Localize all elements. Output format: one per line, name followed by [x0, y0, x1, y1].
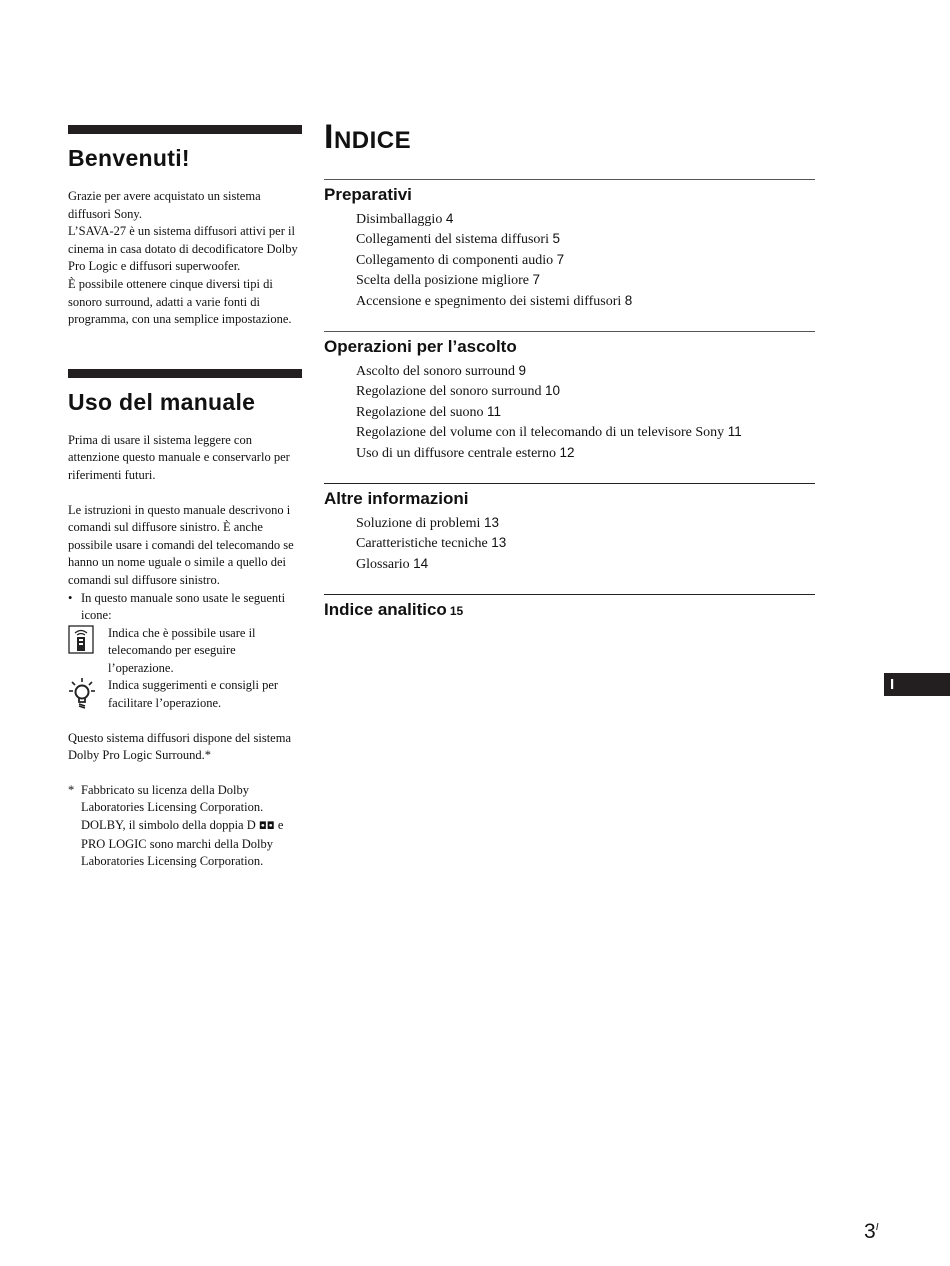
entry-page: 8: [624, 292, 633, 308]
entry-text: Collegamenti del sistema diffusori: [356, 232, 549, 248]
index-entries: [356, 513, 815, 574]
lightbulb-icon: [68, 677, 108, 711]
entry-text: Regolazione del volume con il telecomando di un televisore Sony: [356, 425, 725, 441]
index-entry[interactable]: [356, 554, 815, 574]
bullet-item: [68, 590, 302, 625]
remote-icon-text: Indica che è possibile usare il telecomando per eseguire l’operazione.: [108, 625, 256, 675]
divider: [324, 331, 815, 332]
footnote-text: Fabbricato su licenza della Dolby Laboratories Licensing Corporation. DOLBY, il simbolo della doppia D: [81, 782, 264, 833]
tip-icon-text: Indica suggerimenti e consigli per facilitare l’operazione.: [108, 678, 279, 711]
manual-paragraph: Le istruzioni in questo manuale descrivono i comandi sul diffusore sinistro. È anche possibile usare i comandi del telecomando se hanno un nome uguale o simile a quello dei comandi sul diffusore sinistro.: [68, 502, 294, 587]
analitico-title: Indice analitico: [324, 600, 447, 620]
index-entry[interactable]: [356, 250, 815, 270]
page-number-suffix: I: [875, 1222, 879, 1233]
entry-page: 7: [556, 251, 565, 267]
index-entry[interactable]: [356, 209, 815, 229]
index-entry[interactable]: [356, 270, 815, 290]
entry-page: 5: [552, 231, 561, 247]
index-entry[interactable]: [356, 402, 815, 422]
index-entry[interactable]: [356, 422, 815, 442]
entry-text: Accensione e spegnimento dei sistemi diffusori: [356, 293, 622, 309]
manual-paragraph: Questo sistema diffusori dispone del sistema Dolby Pro Logic Surround.*: [68, 730, 292, 763]
footnote: [68, 782, 302, 871]
manual-paragraph: Prima di usare il sistema leggere con attenzione questo manuale e conservarlo per riferimenti futuri.: [68, 432, 290, 482]
dolby-symbol: ◘◘: [258, 821, 275, 833]
bullet-mark: •: [68, 590, 73, 605]
entry-page: 14: [413, 555, 429, 571]
index-entries: [356, 209, 815, 311]
entry-text: Disimballaggio: [356, 212, 443, 227]
entry-page: 13: [483, 515, 499, 531]
entry-text: Regolazione del sonoro surround: [356, 384, 542, 400]
index-title-initial: I: [324, 118, 334, 156]
footnote-text-end: e PRO LOGIC sono marchi della Dolby Laboratories Licensing Corporation.: [81, 818, 284, 869]
entry-page: 4: [445, 211, 454, 226]
index-entry[interactable]: [356, 513, 815, 533]
index-entry[interactable]: [356, 361, 815, 381]
section-bar: [68, 369, 302, 378]
manual-title: Uso del manuale: [68, 388, 256, 415]
entry-text: Collegamento di componenti audio: [356, 252, 554, 268]
index-group-title: Preparativi: [324, 185, 412, 204]
entry-page: 11: [487, 403, 502, 419]
icon-legend-tip: [68, 677, 302, 712]
index-column: [324, 118, 815, 620]
left-column: [68, 125, 302, 871]
entry-text: Caratteristiche tecniche: [356, 536, 488, 552]
entry-page: 9: [518, 363, 527, 379]
page-number: [864, 1220, 878, 1244]
index-group-title: Operazioni per l’ascolto: [324, 337, 517, 357]
section-bar: [68, 125, 302, 134]
index-entry[interactable]: [356, 229, 815, 249]
welcome-paragraph: Grazie per avere acquistato un sistema diffusori Sony.: [68, 189, 261, 221]
index-entry[interactable]: [356, 381, 815, 401]
entry-text: Regolazione del suono: [356, 404, 484, 420]
index-entry[interactable]: [356, 533, 815, 553]
entry-page: 12: [559, 444, 575, 460]
index-analitico[interactable]: [324, 600, 815, 620]
entry-page: 7: [532, 272, 541, 288]
entry-text: Ascolto del sonoro surround: [356, 364, 516, 380]
entry-text: Uso di un diffusore centrale esterno: [356, 445, 556, 461]
entry-text: Glossario: [356, 556, 410, 572]
index-entries: [356, 361, 815, 463]
index-title-rest: NDICE: [333, 127, 412, 154]
language-tab: I: [884, 673, 950, 696]
entry-page: 13: [491, 535, 507, 551]
welcome-paragraph: L’SAVA-27 è un sistema diffusori attivi per il cinema in casa dotato di decodificatore Dolby Pro Logic e diffusori superwoofer.: [68, 224, 298, 274]
index-entry[interactable]: [356, 443, 815, 463]
entry-page: 11: [727, 424, 742, 440]
index-group-title: Altre informazioni: [324, 489, 469, 509]
remote-control-icon: [68, 625, 108, 659]
welcome-paragraph: È possibile ottenere cinque diversi tipi di sonoro surround, adatti a varie fonti di programma, con una semplice impostazione.: [68, 276, 292, 327]
welcome-title: Benvenuti!: [68, 145, 190, 171]
entry-text: Scelta della posizione migliore: [356, 273, 530, 289]
divider: [324, 483, 815, 484]
divider: [324, 594, 815, 595]
icon-legend-remote: [68, 625, 302, 678]
bullet-text: In questo manuale sono usate le seguenti icone:: [81, 590, 286, 623]
entry-page: 10: [544, 383, 560, 399]
divider: [324, 179, 815, 180]
footnote-mark: *: [68, 782, 75, 797]
index-entry[interactable]: [356, 291, 815, 311]
page-number-value: 3: [864, 1220, 876, 1243]
entry-text: Soluzione di problemi: [356, 516, 481, 532]
index-title: [324, 118, 815, 157]
analitico-page: 15: [449, 604, 464, 619]
